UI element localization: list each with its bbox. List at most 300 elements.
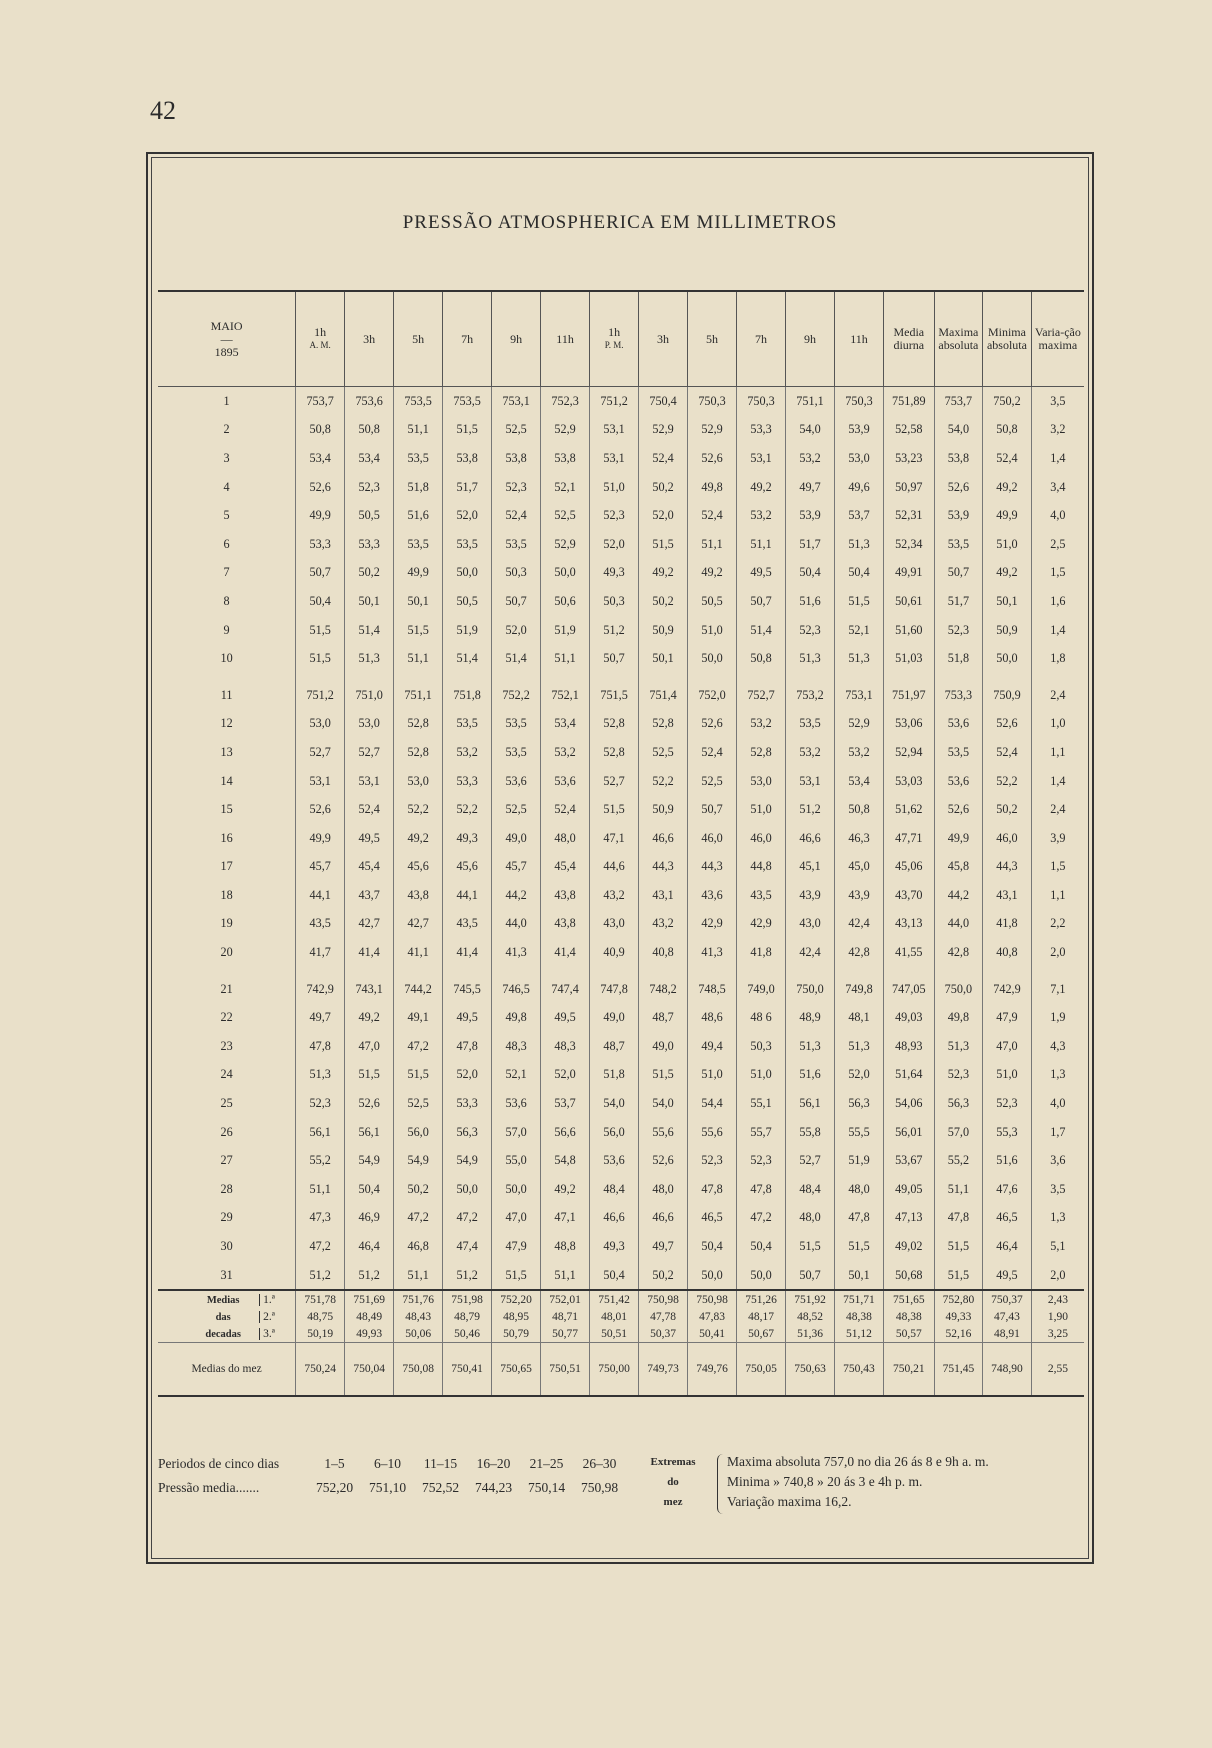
extremes-label: Extremas do mez [650, 1456, 696, 1508]
value-cell: 3,5 [1031, 1175, 1084, 1204]
value-cell: 49,9 [983, 501, 1032, 530]
day-cell: 25 [220, 1096, 233, 1111]
value-cell: 50,4 [590, 1261, 639, 1291]
value-cell: 53,5 [786, 710, 835, 739]
period-mean: 744,23 [474, 1480, 513, 1495]
value-cell: 52,4 [639, 444, 688, 473]
value-cell: 44,1 [296, 881, 345, 910]
value-cell: 53,5 [394, 444, 443, 473]
value-cell: 49,0 [492, 824, 541, 853]
value-cell: 52,0 [443, 1061, 492, 1090]
decade-value: 752,80 [934, 1290, 983, 1308]
value-cell: 42,8 [934, 938, 983, 967]
value-cell: 47,8 [737, 1175, 786, 1204]
value-cell: 55,6 [639, 1118, 688, 1147]
value-cell: 50,9 [639, 795, 688, 824]
value-cell: 52,4 [541, 795, 590, 824]
value-cell: 48,0 [639, 1175, 688, 1204]
value-cell: 56,1 [345, 1118, 394, 1147]
value-cell: 52,4 [688, 501, 737, 530]
value-cell: 49,2 [394, 824, 443, 853]
value-cell: 51,6 [786, 1061, 835, 1090]
value-cell: 52,58 [883, 416, 934, 445]
value-cell: 51,1 [541, 644, 590, 673]
header-hour: 3h [639, 291, 688, 387]
value-cell: 52,2 [639, 767, 688, 796]
value-cell: 50,4 [786, 559, 835, 588]
value-cell: 51,4 [443, 644, 492, 673]
value-cell: 45,7 [492, 853, 541, 882]
value-cell: 52,0 [639, 501, 688, 530]
decade-value: 50,79 [492, 1325, 541, 1343]
value-cell: 1,4 [1031, 616, 1084, 645]
value-cell: 47,0 [983, 1032, 1032, 1061]
value-cell: 52,8 [394, 710, 443, 739]
value-cell: 47,8 [688, 1175, 737, 1204]
value-cell: 52,5 [394, 1089, 443, 1118]
month-mean-value: 750,65 [492, 1343, 541, 1397]
period-mean: 752,52 [421, 1480, 460, 1495]
value-cell: 1,3 [1031, 1204, 1084, 1233]
value-cell: 51,1 [296, 1175, 345, 1204]
decade-value: 48,91 [983, 1325, 1032, 1343]
value-cell: 52,0 [541, 1061, 590, 1090]
value-cell: 3,4 [1031, 473, 1084, 502]
value-cell: 746,5 [492, 975, 541, 1004]
value-cell: 49,5 [541, 1003, 590, 1032]
value-cell: 48 6 [737, 1003, 786, 1032]
value-cell: 48,1 [835, 1003, 884, 1032]
value-cell: 52,5 [492, 416, 541, 445]
value-cell: 53,2 [443, 738, 492, 767]
value-cell: 49,7 [639, 1232, 688, 1261]
value-cell: 42,8 [835, 938, 884, 967]
value-cell: 51,64 [883, 1061, 934, 1090]
value-cell: 43,2 [639, 910, 688, 939]
value-cell: 51,0 [737, 1061, 786, 1090]
header-hour: 5h [394, 291, 443, 387]
value-cell: 45,0 [835, 853, 884, 882]
month-mean-value: 750,04 [345, 1343, 394, 1397]
decade-value: 48,52 [786, 1308, 835, 1325]
value-cell: 50,8 [737, 644, 786, 673]
value-cell: 53,1 [590, 416, 639, 445]
value-cell: 49,6 [835, 473, 884, 502]
month-mean-value: 748,90 [983, 1343, 1032, 1397]
value-cell: 51,9 [443, 616, 492, 645]
value-cell: 53,2 [786, 444, 835, 473]
value-cell: 752,3 [541, 387, 590, 416]
table-row [158, 1232, 1084, 1261]
value-cell: 46,8 [394, 1232, 443, 1261]
value-cell: 43,0 [590, 910, 639, 939]
value-cell: 44,2 [934, 881, 983, 910]
value-cell: 48,0 [541, 824, 590, 853]
value-cell: 1,7 [1031, 1118, 1084, 1147]
value-cell: 51,3 [835, 644, 884, 673]
value-cell: 753,5 [443, 387, 492, 416]
value-cell: 47,9 [983, 1003, 1032, 1032]
decade-value: 3,25 [1031, 1325, 1084, 1343]
decade-label: das 2.ª [158, 1308, 296, 1325]
extreme-max: Maxima absoluta 757,0 no dia 26 ás 8 e 9h a. m. [727, 1454, 989, 1469]
header-hour: 9h [492, 291, 541, 387]
value-cell: 52,3 [492, 473, 541, 502]
periods-range-row [158, 1452, 628, 1476]
table-row [158, 444, 1084, 473]
pressure-table [158, 290, 1084, 1397]
value-cell: 55,3 [983, 1118, 1032, 1147]
value-cell: 54,9 [345, 1146, 394, 1175]
value-cell: 51,6 [786, 587, 835, 616]
header-hour: 3h [345, 291, 394, 387]
table-row [158, 910, 1084, 939]
value-cell: 3,5 [1031, 387, 1084, 416]
value-cell: 54,0 [934, 416, 983, 445]
table-row [158, 1061, 1084, 1090]
decade-value: 48,38 [835, 1308, 884, 1325]
value-cell: 51,1 [541, 1261, 590, 1291]
day-cell: 4 [223, 479, 230, 494]
value-cell: 48,7 [639, 1003, 688, 1032]
value-cell: 750,9 [983, 681, 1032, 710]
value-cell: 45,1 [786, 853, 835, 882]
value-cell: 42,4 [786, 938, 835, 967]
value-cell: 41,4 [345, 938, 394, 967]
value-cell: 41,3 [492, 938, 541, 967]
value-cell: 49,2 [345, 1003, 394, 1032]
value-cell: 50,7 [737, 587, 786, 616]
decade-value: 49,93 [345, 1325, 394, 1343]
value-cell: 52,1 [541, 473, 590, 502]
month-mean-value: 2,55 [1031, 1343, 1084, 1397]
day-cell: 22 [220, 1010, 233, 1025]
day-cell: 26 [220, 1124, 233, 1139]
value-cell: 44,3 [688, 853, 737, 882]
period-mean: 752,20 [315, 1480, 354, 1495]
day-cell: 31 [220, 1267, 233, 1282]
value-cell: 47,71 [883, 824, 934, 853]
table-row [158, 473, 1084, 502]
value-cell: 55,2 [296, 1146, 345, 1175]
value-cell: 51,8 [590, 1061, 639, 1090]
day-cell: 3 [223, 450, 230, 465]
value-cell: 3,6 [1031, 1146, 1084, 1175]
header-hour: 11h [835, 291, 884, 387]
value-cell: 3,9 [1031, 824, 1084, 853]
day-cell: 24 [220, 1067, 233, 1082]
value-cell: 44,2 [492, 881, 541, 910]
table-row [158, 1261, 1084, 1291]
value-cell: 45,4 [541, 853, 590, 882]
value-cell: 50,0 [983, 644, 1032, 673]
value-cell: 50,5 [345, 501, 394, 530]
value-cell: 51,1 [737, 530, 786, 559]
value-cell: 749,8 [835, 975, 884, 1004]
value-cell: 751,89 [883, 387, 934, 416]
decade-label: decadas 3.ª [158, 1325, 296, 1343]
value-cell: 44,1 [443, 881, 492, 910]
table-row [158, 1146, 1084, 1175]
value-cell: 53,4 [835, 767, 884, 796]
value-cell: 50,0 [688, 644, 737, 673]
value-cell: 45,7 [296, 853, 345, 882]
decade-label: Medias 1.ª [158, 1290, 296, 1308]
value-cell: 52,5 [492, 795, 541, 824]
value-cell: 747,4 [541, 975, 590, 1004]
value-cell: 50,2 [639, 473, 688, 502]
day-cell: 7 [223, 565, 230, 580]
value-cell: 52,7 [345, 738, 394, 767]
value-cell: 53,3 [737, 416, 786, 445]
header-hour: 7h [737, 291, 786, 387]
value-cell: 52,0 [492, 616, 541, 645]
header-maxima-absoluta: Maxima absoluta [934, 291, 983, 387]
value-cell: 1,1 [1031, 881, 1084, 910]
value-cell: 49,2 [688, 559, 737, 588]
value-cell: 50,97 [883, 473, 934, 502]
decade-value: 752,01 [541, 1290, 590, 1308]
value-cell: 49,02 [883, 1232, 934, 1261]
decade-value: 50,67 [737, 1325, 786, 1343]
value-cell: 52,9 [639, 416, 688, 445]
value-cell: 55,7 [737, 1118, 786, 1147]
value-cell: 51,0 [737, 795, 786, 824]
value-cell: 56,0 [394, 1118, 443, 1147]
value-cell: 50,1 [983, 587, 1032, 616]
value-cell: 51,5 [296, 644, 345, 673]
value-cell: 50,4 [345, 1175, 394, 1204]
month-mean-value: 749,76 [688, 1343, 737, 1397]
value-cell: 751,5 [590, 681, 639, 710]
value-cell: 53,5 [492, 738, 541, 767]
value-cell: 51,8 [934, 644, 983, 673]
value-cell: 53,0 [345, 710, 394, 739]
day-cell: 15 [220, 802, 233, 817]
value-cell: 43,8 [394, 881, 443, 910]
value-cell: 52,34 [883, 530, 934, 559]
decade-value: 51,36 [786, 1325, 835, 1343]
value-cell: 1,4 [1031, 444, 1084, 473]
value-cell: 49,0 [590, 1003, 639, 1032]
decade-value: 50,37 [639, 1325, 688, 1343]
value-cell: 49,8 [934, 1003, 983, 1032]
table-row [158, 644, 1084, 673]
value-cell: 53,5 [394, 530, 443, 559]
value-cell: 52,3 [688, 1146, 737, 1175]
value-cell: 43,1 [983, 881, 1032, 910]
table-row [158, 501, 1084, 530]
value-cell: 53,5 [443, 710, 492, 739]
table-row [158, 975, 1084, 1004]
value-cell: 51,60 [883, 616, 934, 645]
value-cell: 44,3 [639, 853, 688, 882]
value-cell: 53,5 [492, 710, 541, 739]
value-cell: 47,2 [296, 1232, 345, 1261]
value-cell: 51,5 [934, 1261, 983, 1291]
decade-value: 752,20 [492, 1290, 541, 1308]
table-row [158, 387, 1084, 416]
value-cell: 53,1 [345, 767, 394, 796]
value-cell: 50,8 [835, 795, 884, 824]
value-cell: 752,0 [688, 681, 737, 710]
value-cell: 50,7 [688, 795, 737, 824]
value-cell: 2,0 [1031, 938, 1084, 967]
value-cell: 41,3 [688, 938, 737, 967]
value-cell: 742,9 [983, 975, 1032, 1004]
decade-value: 52,16 [934, 1325, 983, 1343]
day-cell: 17 [220, 859, 233, 874]
value-cell: 52,4 [983, 444, 1032, 473]
value-cell: 52,4 [492, 501, 541, 530]
value-cell: 2,5 [1031, 530, 1084, 559]
value-cell: 50,4 [737, 1232, 786, 1261]
value-cell: 51,7 [443, 473, 492, 502]
value-cell: 52,5 [541, 501, 590, 530]
day-cell: 9 [223, 622, 230, 637]
value-cell: 56,6 [541, 1118, 590, 1147]
table-row [158, 1175, 1084, 1204]
value-cell: 50,5 [443, 587, 492, 616]
value-cell: 50,2 [639, 587, 688, 616]
day-cell: 30 [220, 1239, 233, 1254]
five-day-periods [158, 1452, 628, 1500]
value-cell: 750,0 [934, 975, 983, 1004]
value-cell: 50,2 [983, 795, 1032, 824]
value-cell: 750,3 [688, 387, 737, 416]
value-cell: 52,6 [296, 473, 345, 502]
value-cell: 43,1 [639, 881, 688, 910]
value-cell: 49,9 [934, 824, 983, 853]
value-cell: 41,4 [541, 938, 590, 967]
value-cell: 50,1 [835, 1261, 884, 1291]
value-cell: 5,1 [1031, 1232, 1084, 1261]
day-cell: 16 [220, 830, 233, 845]
value-cell: 50,1 [345, 587, 394, 616]
value-cell: 52,1 [835, 616, 884, 645]
table-row [158, 1204, 1084, 1233]
value-cell: 50,8 [345, 416, 394, 445]
value-cell: 48,3 [492, 1032, 541, 1061]
header-variacao-maxima: Varia-ção maxima [1031, 291, 1084, 387]
value-cell: 43,5 [443, 910, 492, 939]
value-cell: 751,4 [639, 681, 688, 710]
value-cell: 752,1 [541, 681, 590, 710]
value-cell: 51,7 [786, 530, 835, 559]
value-cell: 54,0 [639, 1089, 688, 1118]
value-cell: 52,1 [492, 1061, 541, 1090]
value-cell: 52,4 [983, 738, 1032, 767]
value-cell: 50,7 [786, 1261, 835, 1291]
value-cell: 53,2 [835, 738, 884, 767]
value-cell: 51,3 [934, 1032, 983, 1061]
value-cell: 49,2 [639, 559, 688, 588]
value-cell: 49,2 [983, 559, 1032, 588]
decade-value: 751,92 [786, 1290, 835, 1308]
value-cell: 747,05 [883, 975, 934, 1004]
decade-value: 48,75 [296, 1308, 345, 1325]
value-cell: 47,2 [394, 1032, 443, 1061]
value-cell: 53,3 [443, 1089, 492, 1118]
value-cell: 52,94 [883, 738, 934, 767]
value-cell: 44,8 [737, 853, 786, 882]
day-cell: 10 [220, 651, 233, 666]
value-cell: 52,0 [443, 501, 492, 530]
value-cell: 53,6 [492, 767, 541, 796]
value-cell: 43,5 [296, 910, 345, 939]
header-row [158, 291, 1084, 387]
value-cell: 1,8 [1031, 644, 1084, 673]
value-cell: 41,55 [883, 938, 934, 967]
value-cell: 50,7 [934, 559, 983, 588]
value-cell: 49,03 [883, 1003, 934, 1032]
value-cell: 40,8 [983, 938, 1032, 967]
value-cell: 47,8 [934, 1204, 983, 1233]
value-cell: 51,62 [883, 795, 934, 824]
value-cell: 51,5 [443, 416, 492, 445]
extremes-lines [727, 1452, 989, 1512]
value-cell: 1,5 [1031, 853, 1084, 882]
value-cell: 1,5 [1031, 559, 1084, 588]
table-title: PRESSÃO ATMOSPHERICA EM MILLIMETROS [402, 212, 838, 233]
period-range: 1–5 [324, 1456, 345, 1471]
value-cell: 52,9 [835, 710, 884, 739]
value-cell: 51,4 [345, 616, 394, 645]
decade-value: 751,69 [345, 1290, 394, 1308]
decade-value: 2,43 [1031, 1290, 1084, 1308]
value-cell: 48,9 [786, 1003, 835, 1032]
value-cell: 53,06 [883, 710, 934, 739]
value-cell: 51,1 [934, 1175, 983, 1204]
value-cell: 53,2 [737, 710, 786, 739]
extreme-variation: Variação maxima 16,2. [727, 1494, 852, 1509]
value-cell: 51,3 [835, 1032, 884, 1061]
decade-value: 48,01 [590, 1308, 639, 1325]
value-cell: 753,5 [394, 387, 443, 416]
value-cell: 53,1 [590, 444, 639, 473]
value-cell: 751,2 [590, 387, 639, 416]
value-cell: 50,3 [590, 587, 639, 616]
value-cell: 56,3 [443, 1118, 492, 1147]
value-cell: 52,6 [983, 710, 1032, 739]
value-cell: 48,3 [541, 1032, 590, 1061]
value-cell: 50,61 [883, 587, 934, 616]
value-cell: 43,2 [590, 881, 639, 910]
value-cell: 50,8 [296, 416, 345, 445]
value-cell: 53,0 [737, 767, 786, 796]
value-cell: 49,05 [883, 1175, 934, 1204]
value-cell: 53,4 [296, 444, 345, 473]
value-cell: 51,5 [786, 1232, 835, 1261]
header-hour: 5h [688, 291, 737, 387]
value-cell: 49,4 [688, 1032, 737, 1061]
value-cell: 49,5 [983, 1261, 1032, 1291]
periods-label: Periodos de cinco dias [158, 1456, 280, 1471]
value-cell: 50,7 [296, 559, 345, 588]
table-row [158, 1003, 1084, 1032]
value-cell: 50,2 [394, 1175, 443, 1204]
value-cell: 50,6 [541, 587, 590, 616]
daily-rows [158, 387, 1084, 1291]
value-cell: 50,7 [590, 644, 639, 673]
value-cell: 53,4 [541, 710, 590, 739]
value-cell: 54,0 [590, 1089, 639, 1118]
value-cell: 53,6 [492, 1089, 541, 1118]
decade-value: 51,12 [835, 1325, 884, 1343]
value-cell: 51,2 [296, 1261, 345, 1291]
decade-row [158, 1325, 1084, 1343]
value-cell: 48,8 [541, 1232, 590, 1261]
